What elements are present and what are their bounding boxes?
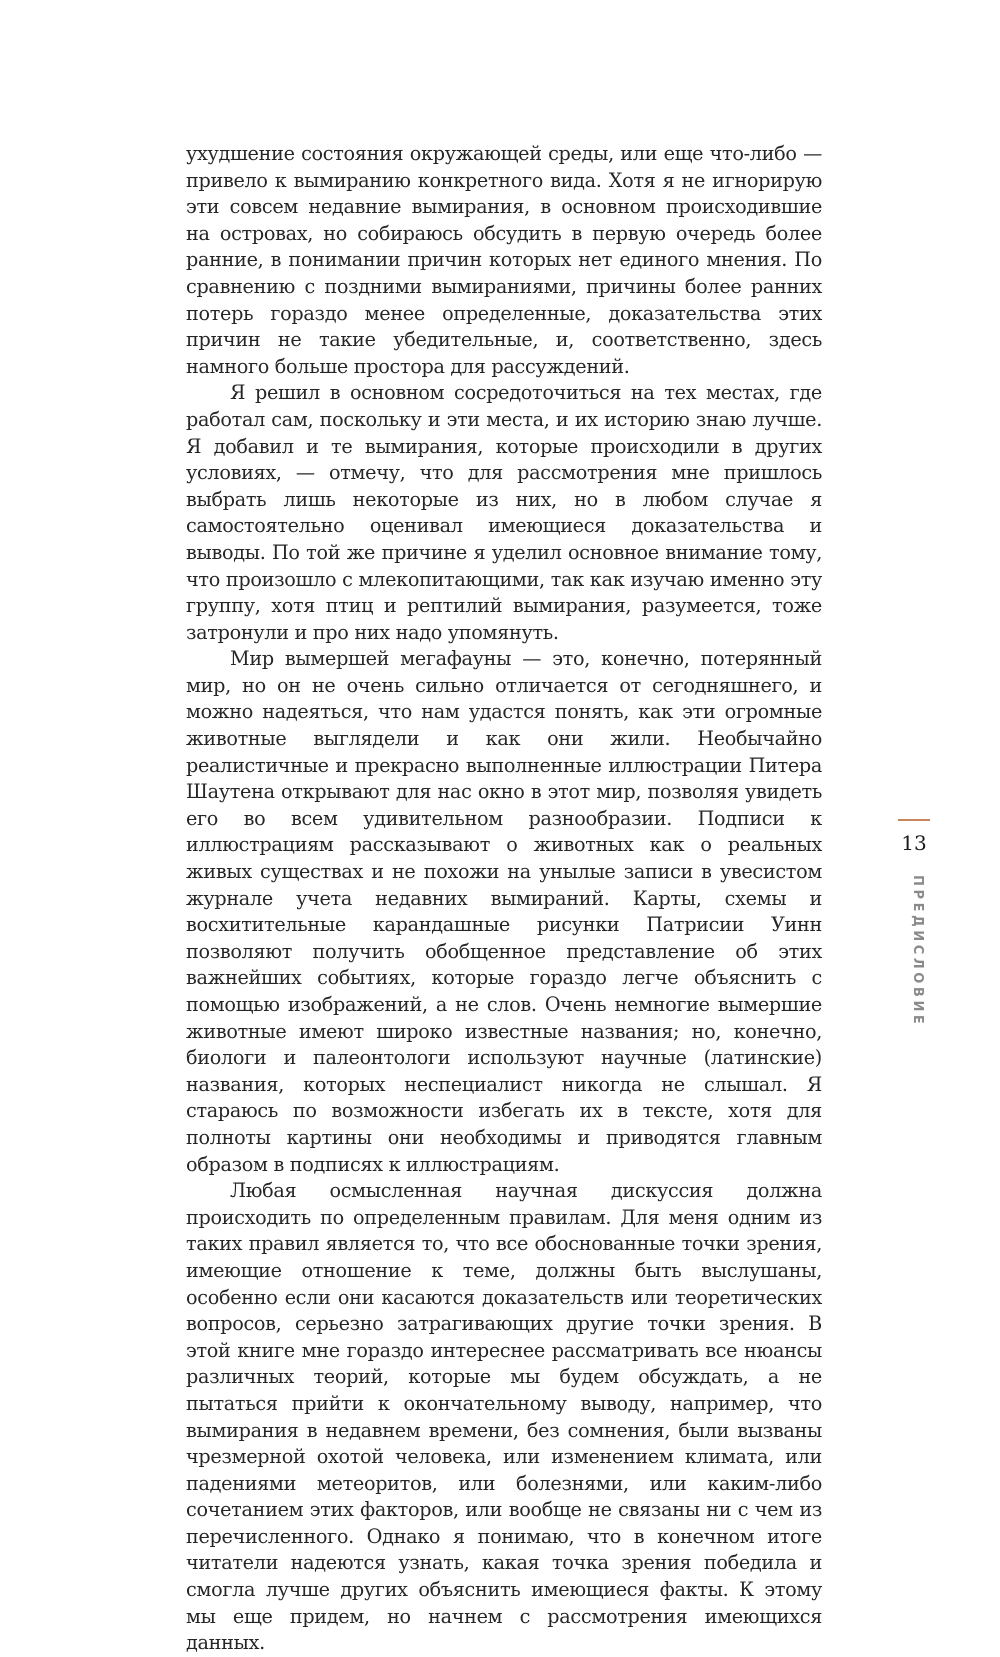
paragraph-3: Мир вымершей мегафауны — это, конечно, потерянный мир, но он не очень сильно отличается от сегодняшнего, и можно надеяться, что нам удастся понять, как эти огромные животные выглядели и как они жили. Необычайно реалистичные и прекрасно выполненные иллюстрации Питера Шаутена открывают для нас окно в этот мир, позволяя увидеть его во всем удивительном разнообразии. Подписи к иллюстрациям рассказывают о животных как о реальных живых существах и не похожи на унылые записи в увесистом журнале учета недавних вымираний. Карты, схемы и восхитительные карандашные рисунки Патрисии Уинн позволяют получить обобщенное представление об этих важнейших событиях, которые гораздо легче объяснить с помощью изображений, а не слов. Очень немногие вымершие животные имеют широко известные названия; но, конечно, биологи и палеонтологи используют научные (латинские) названия, которых неспециалист никогда не слышал. Я стараюсь по возможности избегать их в тексте, хотя для полноты картины они необходимы и приводятся главным образом в подписях к иллюстрациям. bbox=[186, 647, 822, 1176]
running-head: ПРЕДИСЛОВИЕ bbox=[910, 875, 925, 1028]
paragraph-2: Я решил в основном сосредоточиться на тех местах, где работал сам, поскольку и эти места, и их историю знаю лучше. Я добавил и те вымирания, которые происходили в других условиях, — отмечу, что для рассмотрения мне пришлось выбрать лишь некоторые из них, но в любом случае я самостоятельно оценивал имеющиеся доказательства и выводы. По той же причине я уделил основное внимание тому, что произошло с млекопитающими, так как изучаю именно эту группу, хотя птиц и рептилий вымирания, разумеется, тоже затронули и про них надо упомянуть. bbox=[186, 381, 822, 644]
body-text bbox=[186, 141, 822, 1657]
paragraph-4: Любая осмысленная научная дискуссия должна происходить по определенным правилам. Для меня одним из таких правил является то, что все обоснованные точки зрения, имеющие отношение к теме, должны быть выслушаны, особенно если они касаются доказательств или теоретических вопросов, серьезно затрагивающих другие точки зрения. В этой книге мне гораздо интереснее рассматривать все нюансы различных теорий, которые мы будем обсуждать, а не пытаться прийти к окончательному выводу, например, что вымирания в недавнем времени, без сомнения, были вызваны чрезмерной охотой человека, или изменением климата, или падениями метеоритов, или болезнями, или каким-либо сочетанием этих факторов, или вообще не связаны ни с чем из перечисленного. Однако я понимаю, что в конечном итоге читатели надеются узнать, какая точка зрения победила и смогла лучше других объяснить имеющиеся факты. К этому мы еще придем, но начнем с рассмотрения имеющихся данных. bbox=[186, 1179, 822, 1655]
page-number-rule bbox=[898, 819, 930, 821]
page-number: 13 bbox=[901, 831, 927, 855]
paragraph-1: ухудшение состояния окружающей среды, или еще что-либо — привело к вымиранию конкретного вида. Хотя я не игнорирую эти совсем недавние вымирания, в основном происходившие на островах, но собираюсь обсудить в первую очередь более ранние, в понимании причин которых нет единого мнения. По сравнению с поздними вымираниями, причины более ранних потерь гораздо менее определенные, доказательства этих причин не такие убедительные, и, соответственно, здесь намного больше простора для рассуждений. bbox=[186, 142, 822, 378]
